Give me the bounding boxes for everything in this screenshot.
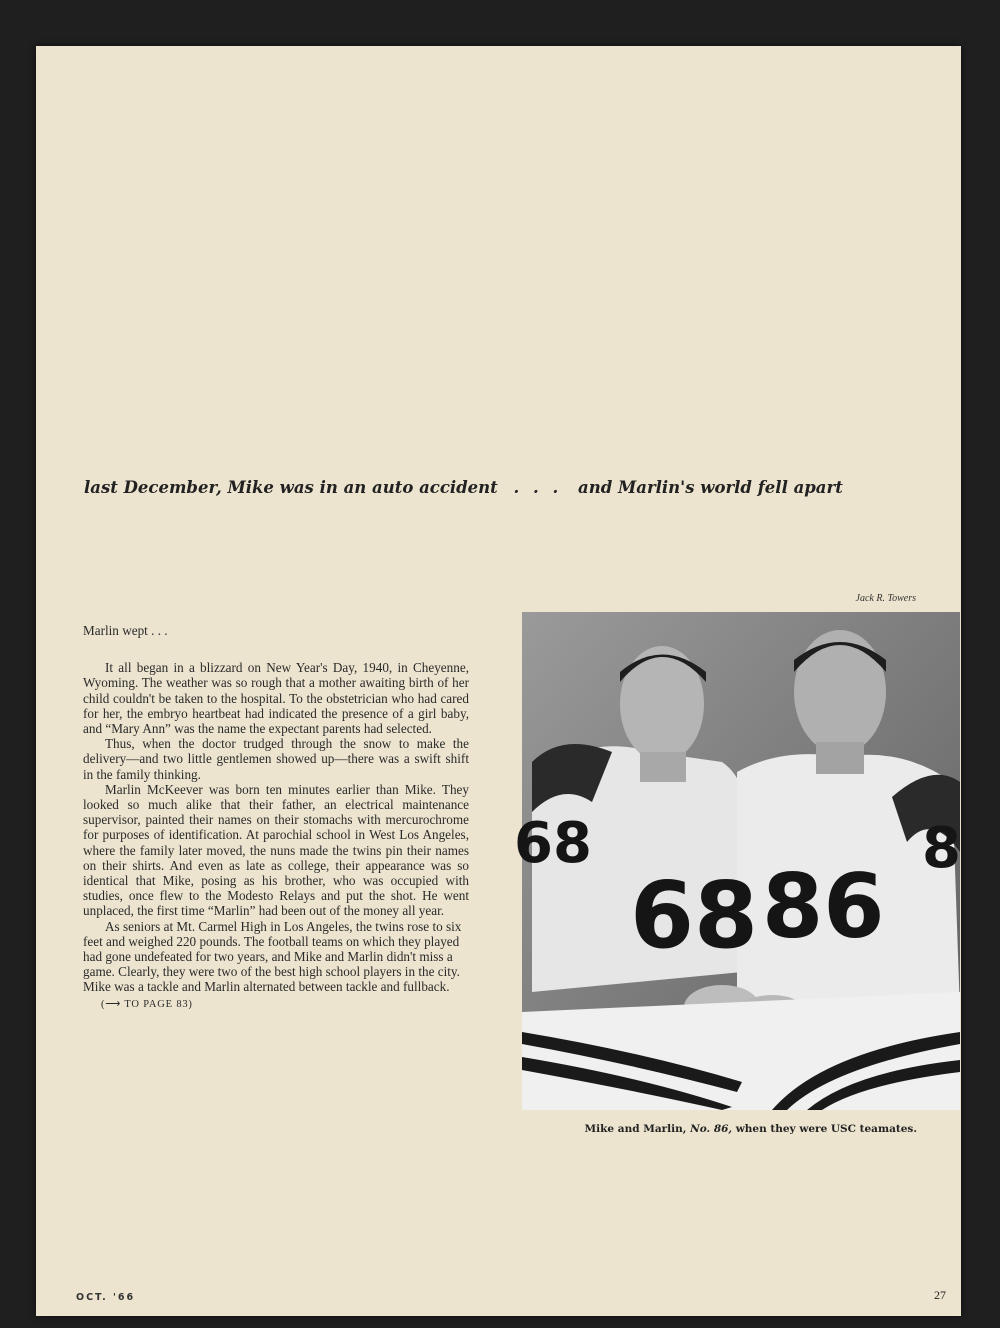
headline-part1: last December, Mike was in an auto accident	[84, 478, 498, 497]
jersey-number-right: 86	[762, 855, 885, 958]
headline	[84, 478, 884, 497]
page-number: 27	[934, 1288, 946, 1302]
article-paragraph-4	[83, 919, 469, 1012]
caption-suffix: when they were USC teamates.	[735, 1123, 917, 1135]
issue-date: OCT. '66	[76, 1292, 136, 1303]
twins-photo-illustration	[514, 612, 961, 1110]
headline-part2: and Marlin's world fell apart	[578, 478, 843, 497]
jersey-number-left: 68	[630, 862, 759, 969]
magazine-page	[36, 46, 961, 1316]
article-paragraph-3: Marlin McKeever was born ten minutes earlier than Mike. They looked so much alike that their father, an electrical maintenance supervisor, painted their names on their stomachs with mercurochrome for purposes of identification. At parochial school in West Los Angeles, where the family later moved, the nuns made the twins pin their names on their shirts. And even as late as college, their appearance was so identical that Mike, posing as his brother, who was occupied with studies, once flew to the Modesto Relays and put the shot. He went unplaced, the first time “Marlin” had been out of the money all year.	[83, 781, 469, 919]
jump-arrow-icon: (⟶	[101, 998, 122, 1010]
twins-photo	[514, 612, 961, 1110]
jump-text: TO PAGE 83)	[124, 998, 193, 1010]
article-lead: Marlin wept . . .	[83, 623, 168, 638]
photo-credit: Jack R. Towers	[855, 593, 916, 604]
article-body	[83, 623, 469, 1012]
jersey-number-right-edge: 8	[922, 816, 961, 881]
article-paragraph-1: It all began in a blizzard on New Year's Day, 1940, in Cheyenne, Wyoming. The weather was so rough that a mother awaiting birth of her child couldn't be taken to the hospital. To the obstetrician who had cared for her, the embryo heartbeat had indicated the presence of a girl baby, and “Mary Ann” was the name the expectant parents had selected.	[83, 660, 469, 737]
caption-emphasis: No. 86,	[690, 1123, 733, 1135]
headline-ellipsis: . . .	[513, 478, 563, 497]
caption-prefix: Mike and Marlin,	[584, 1123, 687, 1135]
photo-caption	[522, 1123, 917, 1135]
article-paragraph-4-text: As seniors at Mt. Carmel High in Los Angeles, the twins rose to six feet and weighed 220 pounds. The football teams on which they played had gone undefeated for two years, and Mike and Marlin didn't miss a game. Clearly, they were two of the best high school players in the city. Mike was a tackle and Marlin alternated between tackle and fullback.	[83, 918, 462, 995]
article-paragraph-2: Thus, when the doctor trudged through the snow to make the delivery—and two little gentlemen showed up—there was a swift shift in the family thinking.	[83, 736, 469, 782]
jersey-number-left-edge: 68	[514, 811, 592, 876]
page-jump	[101, 999, 193, 1010]
